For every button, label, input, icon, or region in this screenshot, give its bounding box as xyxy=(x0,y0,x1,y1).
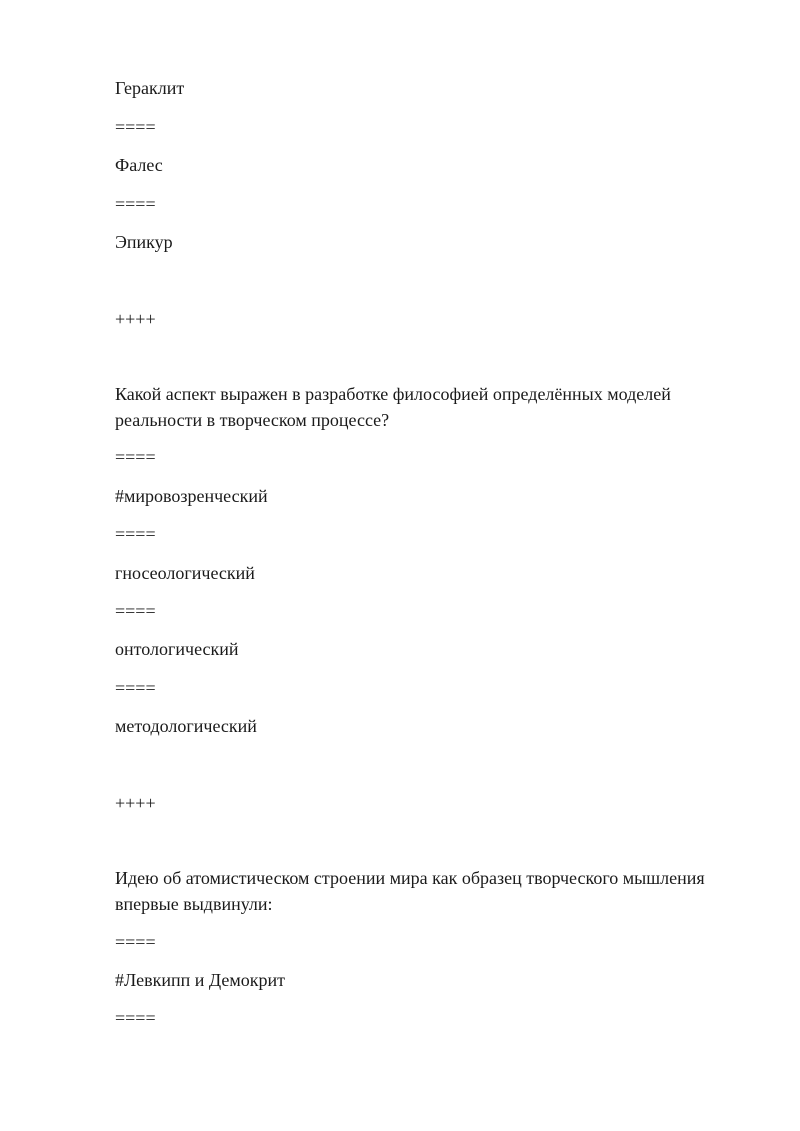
question-separator: ++++ xyxy=(115,793,156,813)
option-separator: ==== xyxy=(115,447,156,467)
answer-option-correct: #мировозренческий xyxy=(115,486,268,506)
answer-option-correct: #Левкипп и Демокрит xyxy=(115,970,285,990)
answer-option: Гераклит xyxy=(115,78,185,98)
answer-option: Фалес xyxy=(115,155,163,175)
question-separator: ++++ xyxy=(115,309,156,329)
option-separator: ==== xyxy=(115,678,156,698)
option-separator: ==== xyxy=(115,194,156,214)
answer-option: онтологический xyxy=(115,639,239,659)
option-separator: ==== xyxy=(115,601,156,621)
option-separator: ==== xyxy=(115,117,156,137)
option-separator: ==== xyxy=(115,932,156,952)
question-text: Идею об атомистическом строении мира как образец творческого мышления впервые выдвинули: xyxy=(115,868,705,914)
answer-option: гносеологический xyxy=(115,563,255,583)
option-separator: ==== xyxy=(115,1008,156,1028)
question-text: Какой аспект выражен в разработке философией определённых моделей реальности в творческом процессе? xyxy=(115,384,671,430)
answer-option: методологический xyxy=(115,716,257,736)
answer-option: Эпикур xyxy=(115,232,173,252)
option-separator: ==== xyxy=(115,524,156,544)
